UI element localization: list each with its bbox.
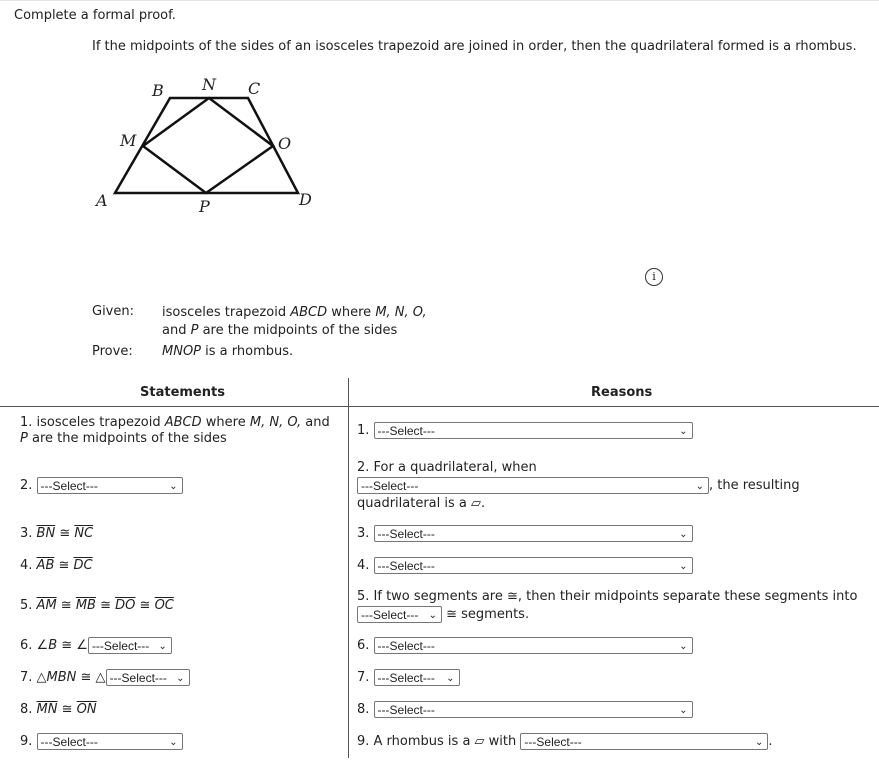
label-b: B xyxy=(152,81,164,100)
reason-5-select[interactable]: ---Select--- ⌄ xyxy=(357,606,442,623)
statement-9: 9. ---Select--- ⌄ xyxy=(20,733,183,750)
chevron-down-icon: ⌄ xyxy=(169,481,178,492)
reasons-header: Reasons xyxy=(591,385,653,400)
chevron-down-icon: ⌄ xyxy=(169,737,178,748)
statements-header: Statements xyxy=(140,385,225,400)
statement-2: 2. ---Select--- ⌄ xyxy=(20,477,183,494)
statement-5: 5. $\overline{AM}$ ≅ $\overline{MB}$ ≅ $\overline{DO}$ ≅ $\overline{OC}$ xyxy=(20,598,174,613)
statement-8: 8. $\overline{MN}$ ≅ $\overline{ON}$ xyxy=(20,702,97,717)
chevron-down-icon: ⌄ xyxy=(679,705,688,716)
statement-7: 7. △MBN ≅ △ ---Select--- ⌄ xyxy=(20,669,190,686)
label-d: D xyxy=(299,190,312,209)
chevron-down-icon: ⌄ xyxy=(446,673,455,684)
reason-6: 6. ---Select--- ⌄ xyxy=(357,637,693,654)
chevron-down-icon: ⌄ xyxy=(679,641,688,652)
chevron-down-icon: ⌄ xyxy=(679,529,688,540)
statement-1: 1. isosceles trapezoid ABCD where M, N, O, and P are the midpoints of the sides xyxy=(20,415,330,446)
header-divider xyxy=(0,406,879,407)
label-o: O xyxy=(278,134,292,153)
statement-9-select[interactable]: ---Select--- ⌄ xyxy=(37,733,183,750)
chevron-down-icon: ⌄ xyxy=(679,561,688,572)
reason-5: 5. If two segments are ≅, then their midpoints separate these segments into ---Select--- ⌄ ≅ segments. xyxy=(357,589,858,622)
reason-3-select[interactable]: ---Select--- ⌄ xyxy=(374,525,693,542)
top-border xyxy=(0,0,879,1)
prove-label: Prove: xyxy=(92,344,133,359)
reason-4: 4. ---Select--- ⌄ xyxy=(357,557,693,574)
chevron-down-icon: ⌄ xyxy=(428,610,437,621)
reason-9: 9. A rhombus is a ▱ with ---Select--- ⌄ . xyxy=(357,734,773,749)
chevron-down-icon: ⌄ xyxy=(679,426,688,437)
info-icon[interactable]: i xyxy=(645,268,663,286)
label-c: C xyxy=(248,79,261,98)
question-title: Complete a formal proof. xyxy=(14,8,176,23)
reason-4-select[interactable]: ---Select--- ⌄ xyxy=(374,557,693,574)
reason-3: 3. ---Select--- ⌄ xyxy=(357,525,693,542)
chevron-down-icon: ⌄ xyxy=(695,481,704,492)
label-m: M xyxy=(120,131,137,150)
reason-2: 2. For a quadrilateral, when ---Select--- ⌄ , the resulting quadrilateral is a ▱. xyxy=(357,460,800,511)
statement-6: 6. ∠B ≅ ∠ ---Select--- ⌄ xyxy=(20,637,172,654)
chevron-down-icon: ⌄ xyxy=(755,737,764,748)
reason-9-select[interactable]: ---Select--- ⌄ xyxy=(520,733,768,750)
given-label: Given: xyxy=(92,304,134,319)
reason-1-select[interactable]: ---Select--- ⌄ xyxy=(374,422,693,439)
statement-2-select[interactable]: ---Select--- ⌄ xyxy=(37,477,183,494)
trapezoid-figure xyxy=(90,70,330,220)
chevron-down-icon: ⌄ xyxy=(158,641,167,652)
statement-3: 3. $\overline{BN}$ ≅ $\overline{NC}$ xyxy=(20,526,94,541)
reason-7-select[interactable]: ---Select--- ⌄ xyxy=(374,669,460,686)
reason-7: 7. ---Select--- ⌄ xyxy=(357,669,460,686)
label-a: A xyxy=(96,191,108,210)
chevron-down-icon: ⌄ xyxy=(176,673,185,684)
reason-8: 8. ---Select--- ⌄ xyxy=(357,701,693,718)
given-text: isosceles trapezoid ABCD where M, N, O, and P are the midpoints of the sides xyxy=(162,305,427,338)
reason-2-select[interactable]: ---Select--- ⌄ xyxy=(357,477,709,494)
column-divider xyxy=(348,378,349,758)
reason-8-select[interactable]: ---Select--- ⌄ xyxy=(374,701,693,718)
statement-4: 4. $\overline{AB}$ ≅ $\overline{DC}$ xyxy=(20,558,93,573)
statement-6-select[interactable]: ---Select--- ⌄ xyxy=(88,637,172,654)
label-n: N xyxy=(202,75,216,94)
label-p: P xyxy=(199,197,210,216)
reason-1: 1. ---Select--- ⌄ xyxy=(357,422,693,439)
prove-text: MNOP is a rhombus. xyxy=(162,344,294,359)
theorem-statement: If the midpoints of the sides of an isosceles trapezoid are joined in order, then the quadrilateral formed is a rhombus. xyxy=(92,39,857,54)
statement-7-select[interactable]: ---Select--- ⌄ xyxy=(106,669,190,686)
reason-6-select[interactable]: ---Select--- ⌄ xyxy=(374,637,693,654)
